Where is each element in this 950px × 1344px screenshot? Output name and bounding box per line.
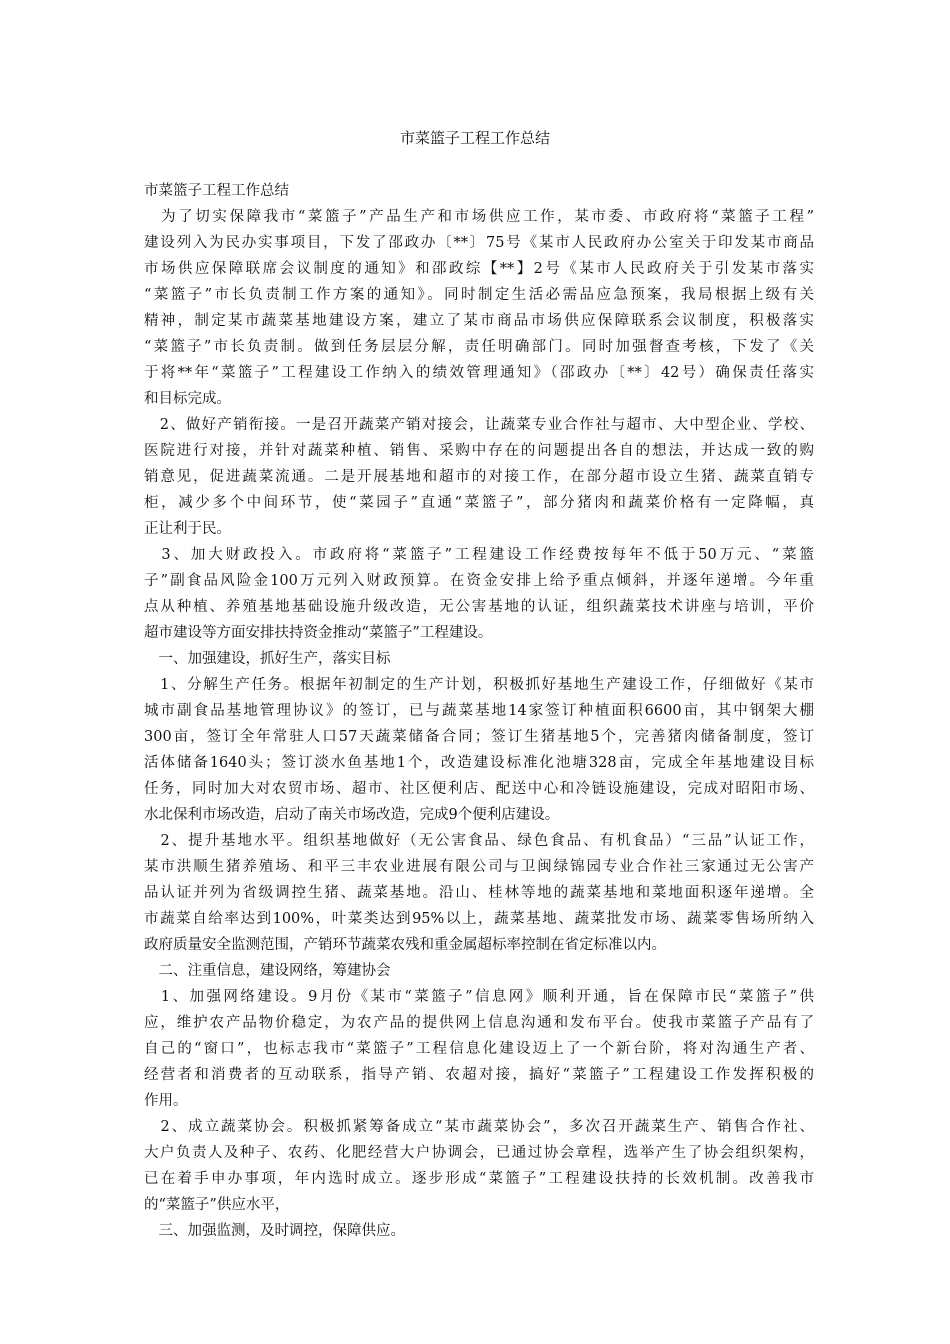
text-line: 正让利于民。 xyxy=(144,521,231,537)
text-line: 超市建设等方面安排扶持资金推动“菜篮子”工程建设。 xyxy=(144,625,493,641)
document-body xyxy=(144,178,814,1244)
text-line: 为了切实保障我市“菜篮子”产品生产和市场供应工作，某市委、市政府将“菜篮子工程” xyxy=(144,209,814,225)
text-line: 市蔬菜自给率达到100%，叶菜类达到95%以上，蔬菜基地、蔬菜批发市场、蔬菜零售场所纳入 xyxy=(144,911,814,927)
text-line: 应，维护农产品物价稳定，为农产品的提供网上信息沟通和发布平台。使我市菜篮子产品有了 xyxy=(144,1015,814,1031)
text-line: “菜篮子”市长负责制工作方案的通知》。同时制定生活必需品应急预案，我局根据上级有关 xyxy=(144,287,814,303)
text-line: 三、加强监测，及时调控，保障供应。 xyxy=(144,1223,405,1239)
text-line: 品认证并列为省级调控生猪、蔬菜基地。沿山、桂林等地的蔬菜基地和菜地面积逐年递增。全 xyxy=(144,885,814,901)
text-line: 二、注重信息，建设网络，筹建协会 xyxy=(144,963,391,979)
text-line: 市菜篮子工程工作总结 xyxy=(144,183,289,199)
text-line: 大户负责人及种子、农药、化肥经营大户协调会，已通过协会章程，选举产生了协会组织架构， xyxy=(144,1145,814,1161)
text-line: 精神，制定某市蔬菜基地建设方案，建立了某市商品市场供应保障联系会议制度，积极落实 xyxy=(144,313,814,329)
text-line: 2、做好产销衔接。一是召开蔬菜产销对接会，让蔬菜专业合作社与超市、大中型企业、学校、 xyxy=(144,417,814,433)
text-line: 任务，同时加大对农贸市场、超市、社区便利店、配送中心和冷链设施建设，完成对昭阳市场、 xyxy=(144,781,814,797)
text-line: 3、加大财政投入。市政府将“菜篮子”工程建设工作经费按每年不低于50万元、“菜篮 xyxy=(144,547,814,563)
text-line: 300亩，签订全年常驻人口57天蔬菜储备合同；签订生猪基地5个，完善猪肉储备制度，签订 xyxy=(144,729,814,745)
text-line: 子”副食品风险金100万元列入财政预算。在资金安排上给予重点倾斜，并逐年递增。今年重 xyxy=(144,573,814,589)
text-line: 政府质量安全监测范围，产销环节蔬菜农残和重金属超标率控制在省定标准以内。 xyxy=(144,937,666,953)
text-line: 销意见，促进蔬菜流通。二是开展基地和超市的对接工作，在部分超市设立生猪、蔬菜直销专 xyxy=(144,469,814,485)
text-line: 1、加强网络建设。9月份《某市“菜篮子”信息网》顺利开通，旨在保障市民“菜篮子”供 xyxy=(144,989,814,1005)
text-line: 1、分解生产任务。根据年初制定的生产计划，积极抓好基地生产建设工作，仔细做好《某市 xyxy=(144,677,814,693)
text-line: “菜篮子”市长负责制。做到任务层层分解，责任明确部门。同时加强督查考核，下发了《关 xyxy=(144,339,814,355)
text-line: 自己的“窗口”，也标志我市“菜篮子”工程信息化建设迈上了一个新台阶，将对沟通生产者、 xyxy=(144,1041,814,1057)
text-line: 作用。 xyxy=(144,1093,188,1109)
text-line: 某市洪顺生猪养殖场、和平三丰农业进展有限公司与卫闽绿锦园专业合作社三家通过无公害产 xyxy=(144,859,814,875)
text-line: 建设列入为民办实事项目，下发了邵政办〔**〕75号《某市人民政府办公室关于印发某市商品 xyxy=(144,235,814,251)
text-line: 医院进行对接，并针对蔬菜种植、销售、采购中存在的问题提出各自的想法，并达成一致的购 xyxy=(144,443,814,459)
text-line: 经营者和消费者的互动联系，指导产销、农超对接，搞好“菜篮子”工程建设工作发挥积极的 xyxy=(144,1067,814,1083)
text-line: 于将**年“菜篮子”工程建设工作纳入的绩效管理通知》（邵政办〔**〕42号）确保责任落实 xyxy=(144,365,814,381)
text-line: 已在着手申办事项，年内选时成立。逐步形成“菜篮子”工程建设扶持的长效机制。改善我市 xyxy=(144,1171,814,1187)
text-line: 2、提升基地水平。组织基地做好（无公害食品、绿色食品、有机食品）“三品”认证工作， xyxy=(144,833,814,849)
document-title: 市菜篮子工程工作总结 xyxy=(399,129,550,147)
text-line: 水北保利市场改造，启动了南关市场改造，完成9个便利店建设。 xyxy=(144,807,560,823)
text-line: 和目标完成。 xyxy=(144,391,231,407)
text-line: 活体储备1640头；签订淡水鱼基地1个，改造建设标准化池塘328亩，完成全年基地建设目标 xyxy=(144,755,814,771)
text-line: 的“菜篮子”供应水平， xyxy=(144,1197,290,1213)
text-line: 2、成立蔬菜协会。积极抓紧筹备成立“某市蔬菜协会”，多次召开蔬菜生产、销售合作社、 xyxy=(144,1119,814,1135)
text-line: 市场供应保障联席会议制度的通知》和邵政综【**】2号《某市人民政府关于引发某市落实 xyxy=(144,261,814,277)
text-line: 点从种植、养殖基地基础设施升级改造，无公害基地的认证，组织蔬菜技术讲座与培训，平价 xyxy=(144,599,814,615)
text-line: 一、加强建设，抓好生产，落实目标 xyxy=(144,651,391,667)
text-line: 柜，减少多个中间环节，使“菜园子”直通“菜篮子”，部分猪肉和蔬菜价格有一定降幅，真 xyxy=(144,495,814,511)
text-line: 城市副食品基地管理协议》的签订，已与蔬菜基地14家签订种植面积6600亩，其中钢架大棚 xyxy=(144,703,814,719)
